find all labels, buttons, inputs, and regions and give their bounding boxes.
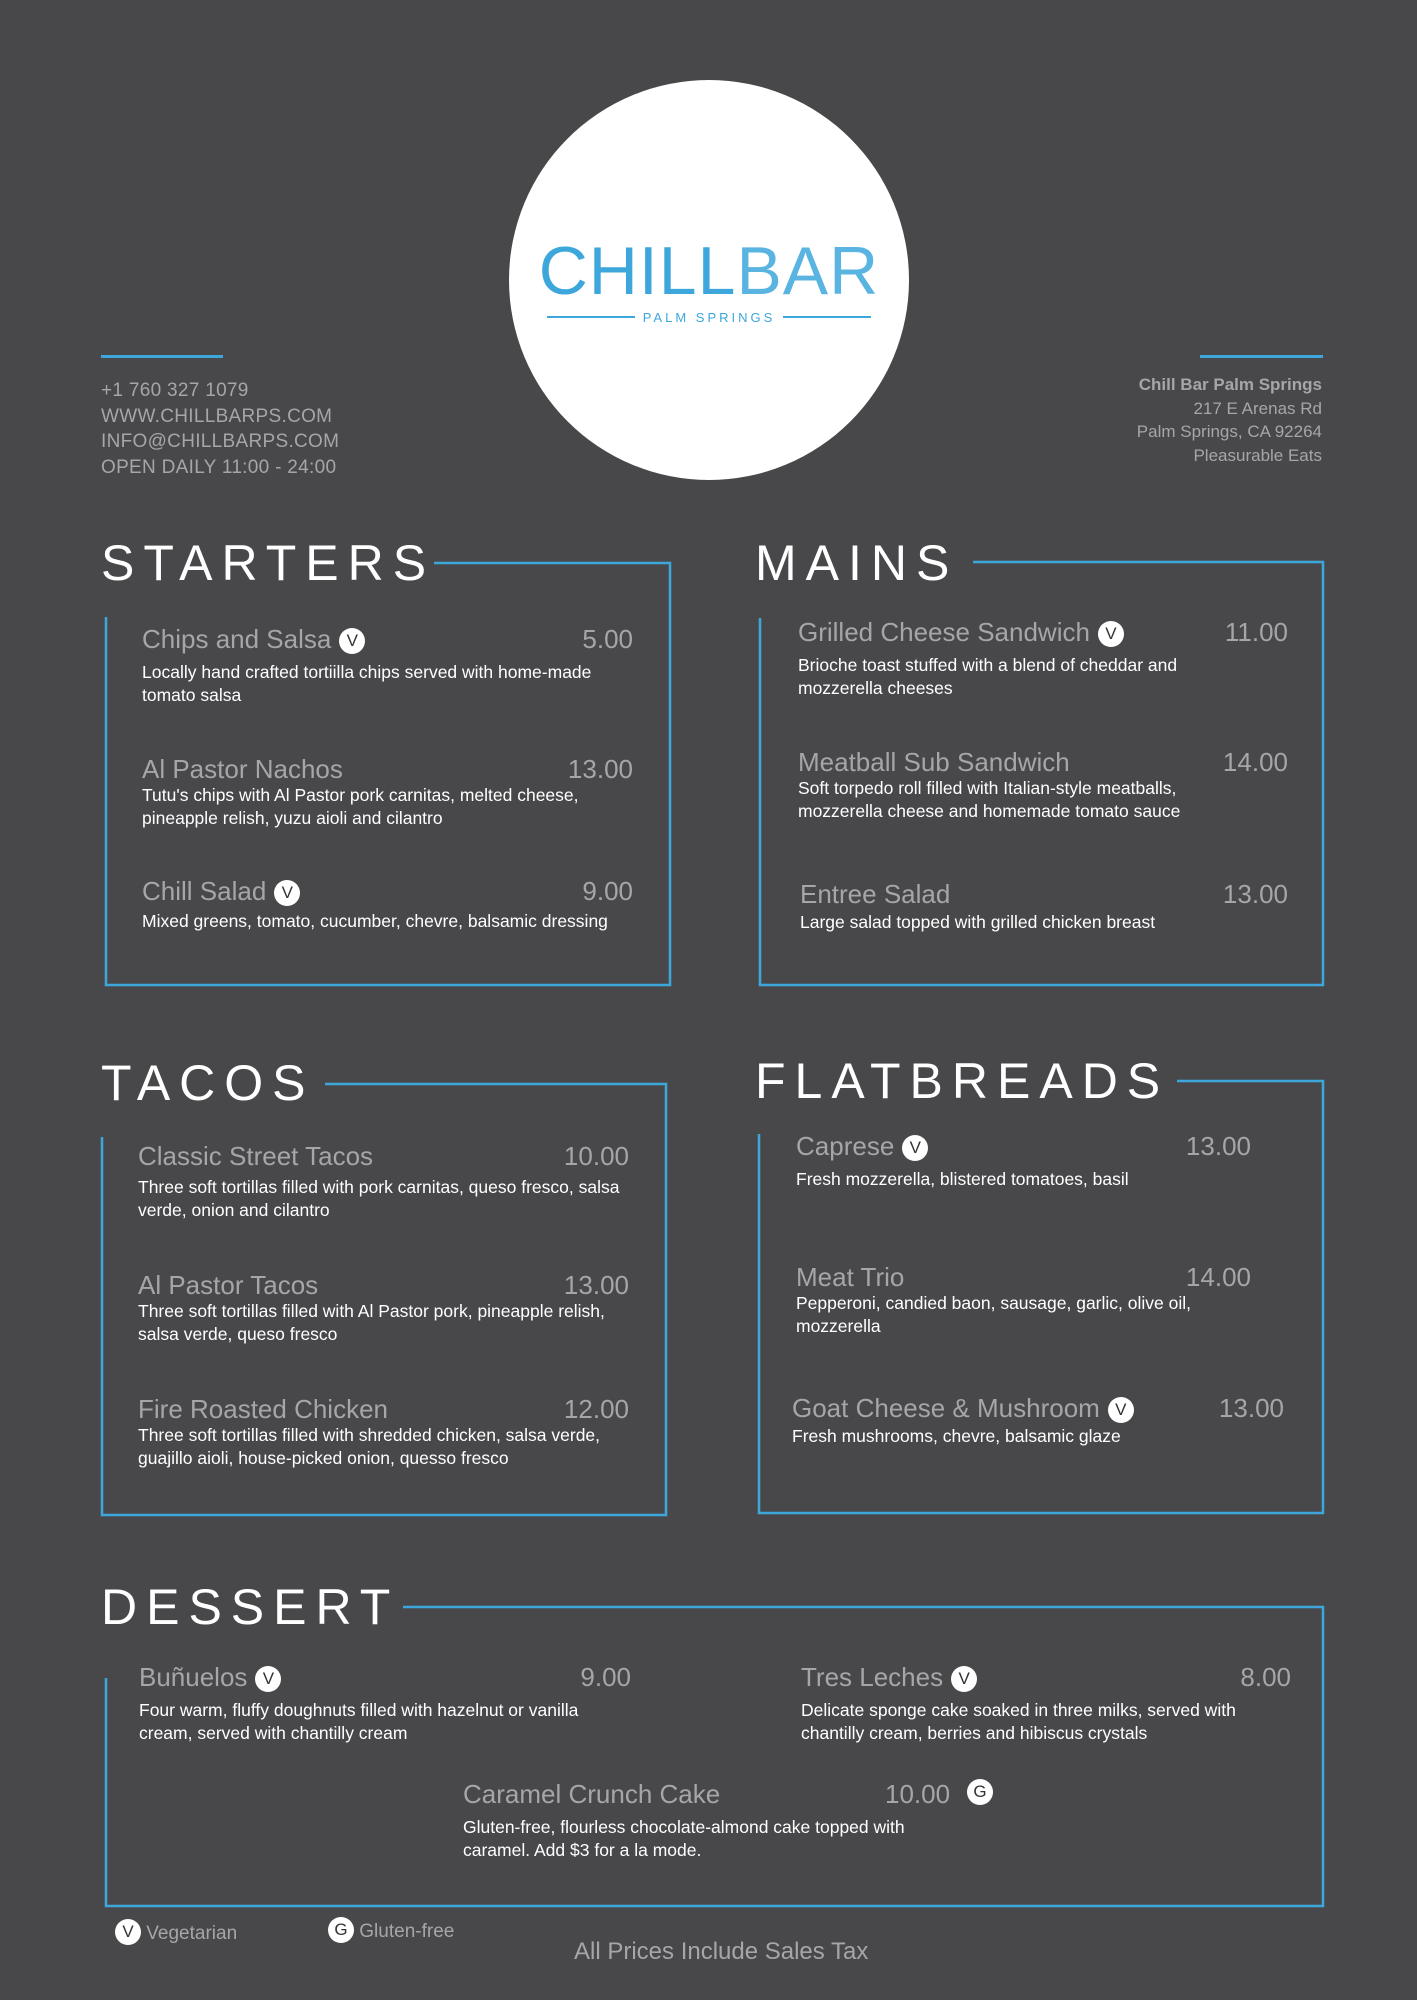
- address-tagline: Pleasurable Eats: [1193, 445, 1322, 465]
- menu-item: [142, 756, 633, 830]
- item-price: 9.00: [582, 876, 633, 906]
- item-price: 13.00: [563, 1270, 629, 1300]
- menu-item: [792, 1395, 1284, 1448]
- logo-word-chill: CHILL: [538, 233, 737, 309]
- logo-word-bar: BAR: [736, 233, 880, 309]
- item-name: Chips and Salsa: [142, 624, 332, 654]
- menu-item: [463, 1779, 987, 1862]
- section-title-dessert: DESSERT: [101, 1579, 400, 1635]
- item-price: 13.00: [1222, 879, 1288, 909]
- item-price: 11.00: [1224, 617, 1288, 647]
- vegetarian-badge-icon: V: [951, 1666, 977, 1692]
- contact-phone: +1 760 327 1079: [101, 380, 249, 401]
- item-name: Al Pastor Nachos: [142, 754, 343, 784]
- vegetarian-badge-icon: V: [255, 1666, 281, 1692]
- menu-item: [138, 1143, 629, 1222]
- item-price: 10.00: [885, 1779, 951, 1809]
- item-price: 14.00: [1222, 747, 1288, 777]
- item-name: Caprese: [796, 1131, 895, 1161]
- item-price: 13.00: [1185, 1131, 1251, 1161]
- item-price: 13.00: [567, 754, 633, 784]
- menu-item: [142, 878, 633, 933]
- menu-item: [796, 1264, 1251, 1338]
- item-name: Fire Roasted Chicken: [138, 1394, 388, 1424]
- item-name: Goat Cheese & Mushroom: [792, 1393, 1100, 1423]
- gluten-free-badge-icon: G: [967, 1779, 993, 1805]
- menu-item: [138, 1396, 629, 1470]
- item-description: Tutu's chips with Al Pastor pork carnitas, melted cheese, pineapple relish, yuzu aioli and cilantro: [142, 785, 579, 828]
- section-title-flatbreads: FLATBREADS: [755, 1053, 1170, 1109]
- contact-website: WWW.CHILLBARPS.COM: [101, 405, 333, 427]
- item-description: Three soft tortillas filled with Al Pastor pork, pineapple relish, salsa verde, queso fresco: [138, 1301, 605, 1344]
- item-description: Delicate sponge cake soaked in three milks, served with chantilly cream, berries and hibiscus crystals: [801, 1700, 1236, 1743]
- item-name: Caramel Crunch Cake: [463, 1779, 721, 1809]
- item-description: Large salad topped with grilled chicken breast: [800, 912, 1156, 932]
- vegetarian-badge-icon: V: [902, 1135, 928, 1161]
- item-price: 10.00: [563, 1141, 629, 1171]
- gluten-free-badge-icon: G: [328, 1917, 354, 1943]
- menu-item: [798, 749, 1288, 823]
- footer-note: All Prices Include Sales Tax: [574, 1938, 869, 1965]
- menu-item: [798, 619, 1288, 700]
- menu-item: [139, 1664, 631, 1745]
- item-description: Three soft tortillas filled with pork carnitas, queso fresco, salsa verde, onion and cilantro: [138, 1177, 620, 1220]
- section-title-tacos: TACOS: [101, 1055, 315, 1111]
- section-title-mains: MAINS: [755, 535, 959, 591]
- item-description: Pepperoni, candied baon, sausage, garlic, olive oil, mozzerella: [796, 1293, 1191, 1336]
- item-description: Fresh mozzerella, blistered tomatoes, basil: [796, 1169, 1129, 1189]
- item-name: Classic Street Tacos: [138, 1141, 374, 1171]
- menu-item: [796, 1133, 1251, 1191]
- legend-vegetarian: [115, 1921, 237, 1947]
- item-name: Tres Leches: [801, 1662, 944, 1692]
- vegetarian-badge-icon: V: [274, 880, 300, 906]
- item-name: Chill Salad: [142, 876, 267, 906]
- item-price: 9.00: [580, 1662, 631, 1692]
- item-price: 13.00: [1218, 1393, 1284, 1423]
- contact-hours: OPEN DAILY 11:00 - 24:00: [101, 456, 337, 478]
- menu-item: [800, 881, 1288, 934]
- menu-item: [138, 1272, 629, 1346]
- item-price: 14.00: [1185, 1262, 1251, 1292]
- section-title-starters: STARTERS: [101, 535, 436, 591]
- vegetarian-badge-icon: V: [339, 628, 365, 654]
- item-description: Soft torpedo roll filled with Italian-style meatballs, mozzerella cheese and homemade tomato sauce: [798, 778, 1181, 821]
- item-price: 8.00: [1240, 1662, 1291, 1692]
- vegetarian-badge-icon: V: [115, 1919, 141, 1945]
- vegetarian-badge-icon: V: [1108, 1397, 1134, 1423]
- menu-item: [142, 626, 633, 707]
- item-name: Al Pastor Tacos: [138, 1270, 319, 1300]
- legend-glutenfree-label: Gluten-free: [359, 1921, 455, 1943]
- item-name: Meatball Sub Sandwich: [798, 747, 1070, 777]
- legend-vegetarian-label: Vegetarian: [146, 1923, 238, 1945]
- address-name: Chill Bar Palm Springs: [1138, 375, 1322, 394]
- address-street: 217 E Arenas Rd: [1193, 398, 1322, 418]
- item-description: Mixed greens, tomato, cucumber, chevre, balsamic dressing: [142, 911, 608, 931]
- item-description: Brioche toast stuffed with a blend of cheddar and mozzerella cheeses: [798, 655, 1178, 698]
- legend-gluten-free: [328, 1919, 454, 1945]
- contact-email: INFO@CHILLBARPS.COM: [101, 431, 340, 452]
- item-name: Buñuelos: [139, 1662, 248, 1692]
- item-name: Grilled Cheese Sandwich: [798, 617, 1090, 647]
- address-city: Palm Springs, CA 92264: [1136, 422, 1322, 441]
- item-name: Entree Salad: [800, 879, 951, 909]
- item-description: Locally hand crafted tortiilla chips served with home-made tomato salsa: [142, 662, 592, 705]
- item-description: Three soft tortillas filled with shredded chicken, salsa verde, guajillo aioli, house-picked onion, quesso fresco: [138, 1425, 601, 1468]
- item-description: Four warm, fluffy doughnuts filled with hazelnut or vanilla cream, served with chantilly cream: [139, 1700, 579, 1743]
- menu-item: [801, 1664, 1291, 1745]
- item-description: Fresh mushrooms, chevre, balsamic glaze: [792, 1426, 1121, 1446]
- item-description: Gluten-free, flourless chocolate-almond cake topped with caramel. Add $3 for a la mode.: [463, 1817, 905, 1860]
- logo-tagline: PALM SPRINGS: [635, 310, 784, 325]
- vegetarian-badge-icon: V: [1098, 621, 1124, 647]
- item-price: 5.00: [582, 624, 633, 654]
- item-name: Meat Trio: [796, 1262, 905, 1292]
- item-price: 12.00: [563, 1394, 629, 1424]
